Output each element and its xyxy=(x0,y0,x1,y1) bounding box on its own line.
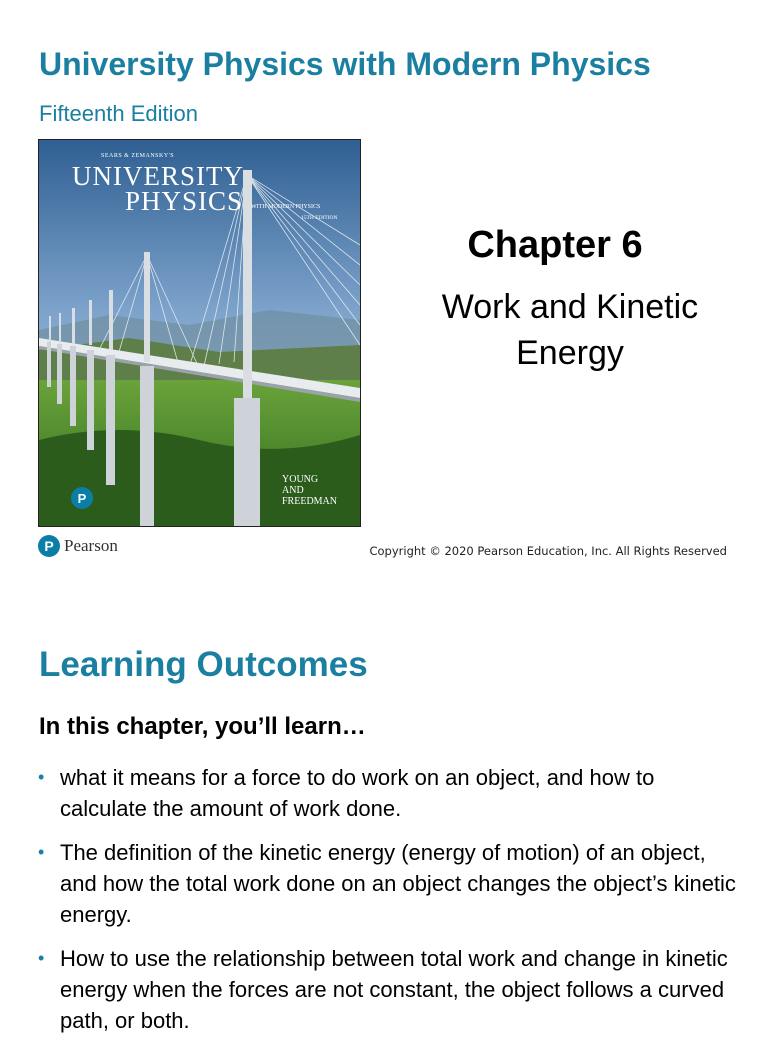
cover-subtitle: WITH MODERN PHYSICS xyxy=(251,204,321,210)
copyright-notice: Copyright © 2020 Pearson Education, Inc. All Rights Reserved xyxy=(369,544,727,558)
outcome-text: The definition of the kinetic energy (energy of motion) of an object, and how the total work done on an object changes the object’s kinetic energy. xyxy=(60,840,736,927)
list-item xyxy=(38,943,738,1036)
cover-author-line3: FREEDMAN xyxy=(282,496,338,507)
chapter-number: Chapter 6 xyxy=(467,224,643,266)
cover-title-line1: UNIVERSITY xyxy=(72,161,244,191)
outcome-text: what it means for a force to do work on an object, and how to calculate the amount of work done. xyxy=(60,765,655,821)
cover-title-line2: PHYSICS xyxy=(125,186,244,216)
pearson-logo xyxy=(38,535,118,557)
cover-authors-top: SEARS & ZEMANSKY'S xyxy=(101,153,175,159)
publisher-name: Pearson xyxy=(64,536,118,555)
book-cover-image xyxy=(38,139,361,527)
bullet-icon: • xyxy=(38,948,45,968)
chapter-title: Work and Kinetic Energy xyxy=(441,288,699,372)
list-item xyxy=(38,837,738,930)
cover-logo-letter: P xyxy=(77,491,87,506)
outcome-text: How to use the relationship between total work and change in kinetic energy when the forces are not constant, the object follows a curved path, or both. xyxy=(60,946,728,1033)
list-item xyxy=(38,762,738,824)
cover-edition: 15TH EDITION xyxy=(301,215,338,221)
learning-outcomes-subtitle: In this chapter, you’ll learn… xyxy=(39,713,366,740)
book-title: University Physics with Modern Physics xyxy=(39,46,651,82)
bullet-icon: • xyxy=(38,842,45,862)
bullet-icon: • xyxy=(38,767,45,787)
pearson-p-icon xyxy=(38,535,60,557)
book-edition: Fifteenth Edition xyxy=(39,101,198,126)
learning-outcomes-title: Learning Outcomes xyxy=(39,645,368,684)
cover-author-line1: YOUNG xyxy=(282,474,319,485)
outcomes-list xyxy=(38,762,738,1049)
pearson-logo-letter: P xyxy=(44,538,54,554)
cover-author-line2: AND xyxy=(282,485,304,496)
